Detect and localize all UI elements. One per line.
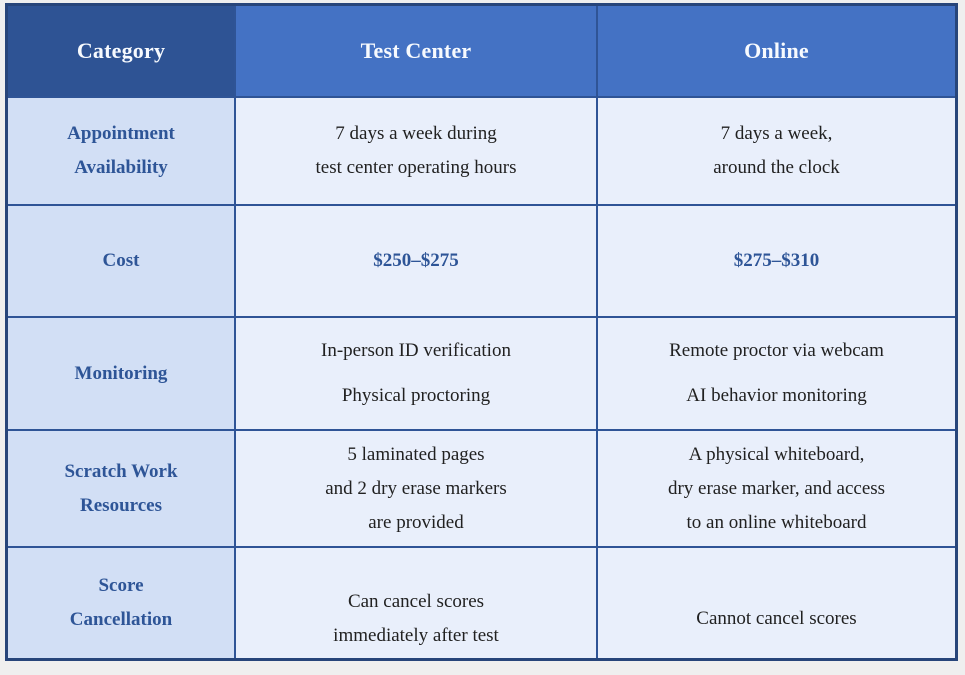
cell-text-line: around the clock [713, 157, 840, 178]
cell-cost-online [598, 206, 955, 316]
cell-text-line: test center operating hours [315, 157, 517, 178]
cell-text-line: Cost [102, 250, 140, 271]
category-cell-scratch-work-resources [8, 431, 234, 546]
cell-text-line: Remote proctor via webcam [669, 340, 884, 361]
header-cell-online: Online [598, 6, 955, 96]
category-cell-cost [8, 206, 234, 316]
cell-scratch-work-test-center [236, 431, 596, 546]
cell-text-line: Physical proctoring [341, 385, 491, 406]
cell-appointment-availability-online [598, 98, 955, 204]
cell-text-line: to an online whiteboard [686, 511, 867, 533]
cell-text-line: Monitoring [74, 362, 168, 384]
cell-text-line: Resources [80, 494, 162, 516]
cell-text-line: Score [98, 575, 144, 596]
cell-cost-test-center [236, 206, 596, 316]
cell-monitoring-online [598, 318, 955, 429]
cell-text-line: AI behavior monitoring [686, 385, 867, 406]
cell-text-line: Can cancel scores [347, 591, 485, 612]
cell-scratch-work-online [598, 431, 955, 546]
cell-text-line: are provided [368, 511, 464, 533]
cell-text-line: dry erase marker, and access [667, 477, 886, 499]
cell-text-line: A physical whiteboard, [688, 443, 865, 465]
cell-monitoring-test-center [236, 318, 596, 429]
comparison-table [5, 3, 958, 661]
cell-text-line: In-person ID verification [321, 340, 511, 361]
cell-appointment-availability-test-center [236, 98, 596, 204]
header-cell-category: Category [8, 6, 234, 96]
cell-text-line: 5 laminated pages [347, 443, 485, 465]
cell-score-cancellation-test-center [236, 548, 596, 658]
cell-score-cancellation-online [598, 548, 955, 658]
header-cell-test-center: Test Center [236, 6, 596, 96]
cell-text-line: Appointment [67, 123, 175, 144]
cell-text-line: Cannot cancel scores [696, 608, 857, 629]
cell-text-line: Availability [74, 157, 168, 178]
cell-text-line: Cancellation [69, 609, 173, 630]
category-cell-appointment-availability [8, 98, 234, 204]
cell-text-line: 7 days a week, [720, 123, 833, 144]
cell-text-line: Scratch Work [64, 460, 178, 482]
cell-text-line: and 2 dry erase markers [325, 477, 507, 499]
cell-text-line: $275–$310 [733, 250, 820, 271]
category-cell-monitoring [8, 318, 234, 429]
cell-text-line: $250–$275 [373, 250, 459, 271]
cell-text-line: 7 days a week during [335, 123, 497, 144]
cell-text-line: immediately after test [333, 625, 499, 646]
category-cell-score-cancellation [8, 548, 234, 658]
